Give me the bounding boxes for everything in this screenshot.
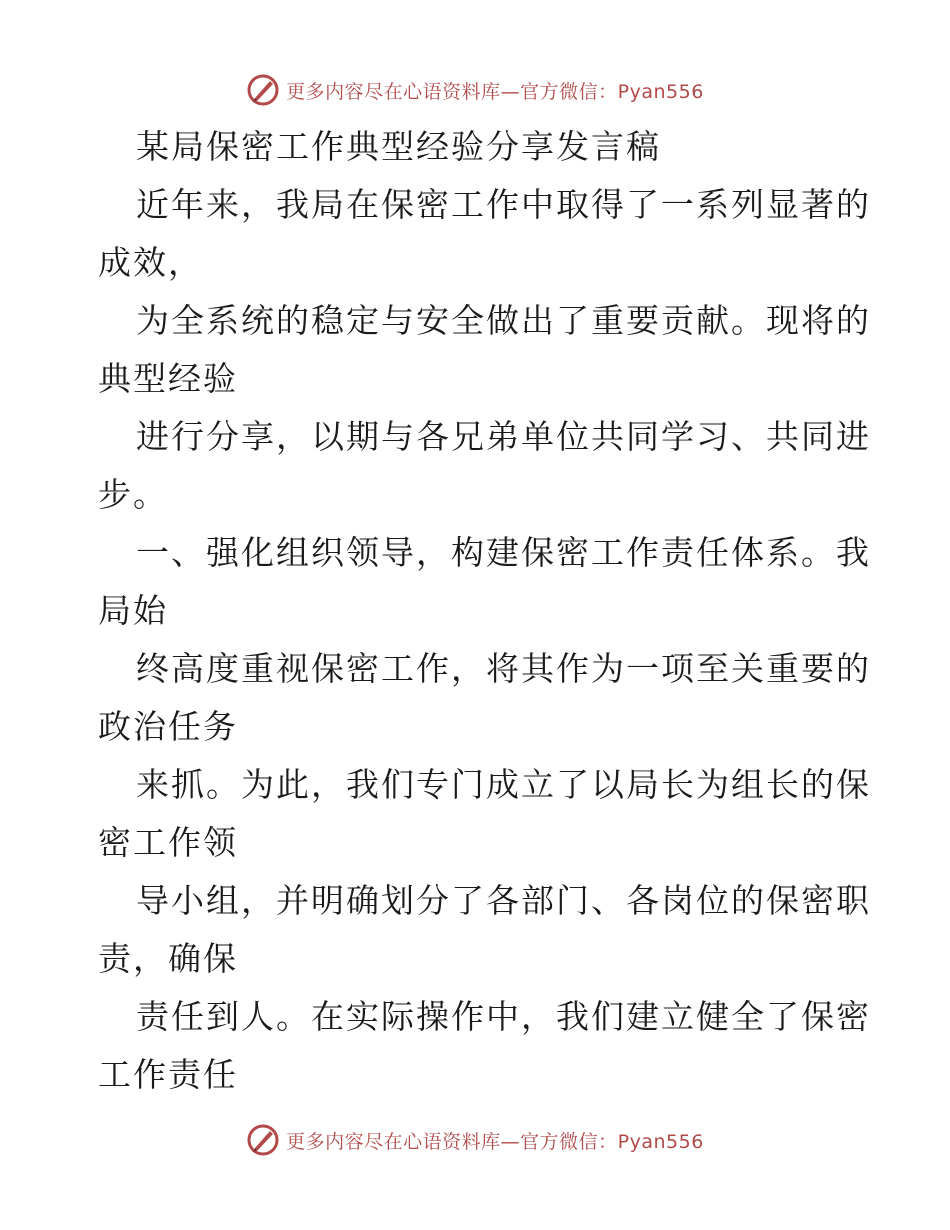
header-banner-text: 更多内容尽在心语资料库—官方微信：Pyan556	[286, 80, 704, 103]
paragraph-line: 局始	[98, 591, 168, 630]
document-title: 某局保密工作典型经验分享发言稿	[136, 127, 661, 166]
paragraph-line: 典型经验	[98, 359, 238, 398]
paragraph-line: 步。	[98, 475, 168, 514]
paragraph-line: 来抓。为此，我们专门成立了以局长为组长的保	[136, 765, 871, 804]
paragraph-line: 责任到人。在实际操作中，我们建立健全了保密	[136, 997, 871, 1036]
paragraph-line: 责，确保	[98, 939, 238, 978]
section-heading-line: 一、强化组织领导，构建保密工作责任体系。我	[136, 533, 871, 572]
paragraph-line: 密工作领	[98, 823, 238, 862]
quill-pen-circle-icon	[246, 73, 280, 107]
header-banner	[0, 70, 950, 110]
paragraph-line: 为全系统的稳定与安全做出了重要贡献。现将的	[136, 301, 871, 340]
paragraph-line: 终高度重视保密工作，将其作为一项至关重要的	[136, 649, 871, 688]
quill-pen-circle-icon	[246, 1123, 280, 1157]
paragraph-line: 近年来，我局在保密工作中取得了一系列显著的	[136, 185, 871, 224]
document-body	[98, 118, 871, 1104]
paragraph-line: 工作责任	[98, 1055, 238, 1094]
paragraph-line: 政治任务	[98, 707, 238, 746]
paragraph-line: 成效，	[98, 243, 203, 282]
footer-banner-text: 更多内容尽在心语资料库—官方微信：Pyan556	[286, 1130, 704, 1153]
footer-banner	[0, 1120, 950, 1160]
paragraph-line: 进行分享，以期与各兄弟单位共同学习、共同进	[136, 417, 871, 456]
paragraph-line: 导小组，并明确划分了各部门、各岗位的保密职	[136, 881, 871, 920]
